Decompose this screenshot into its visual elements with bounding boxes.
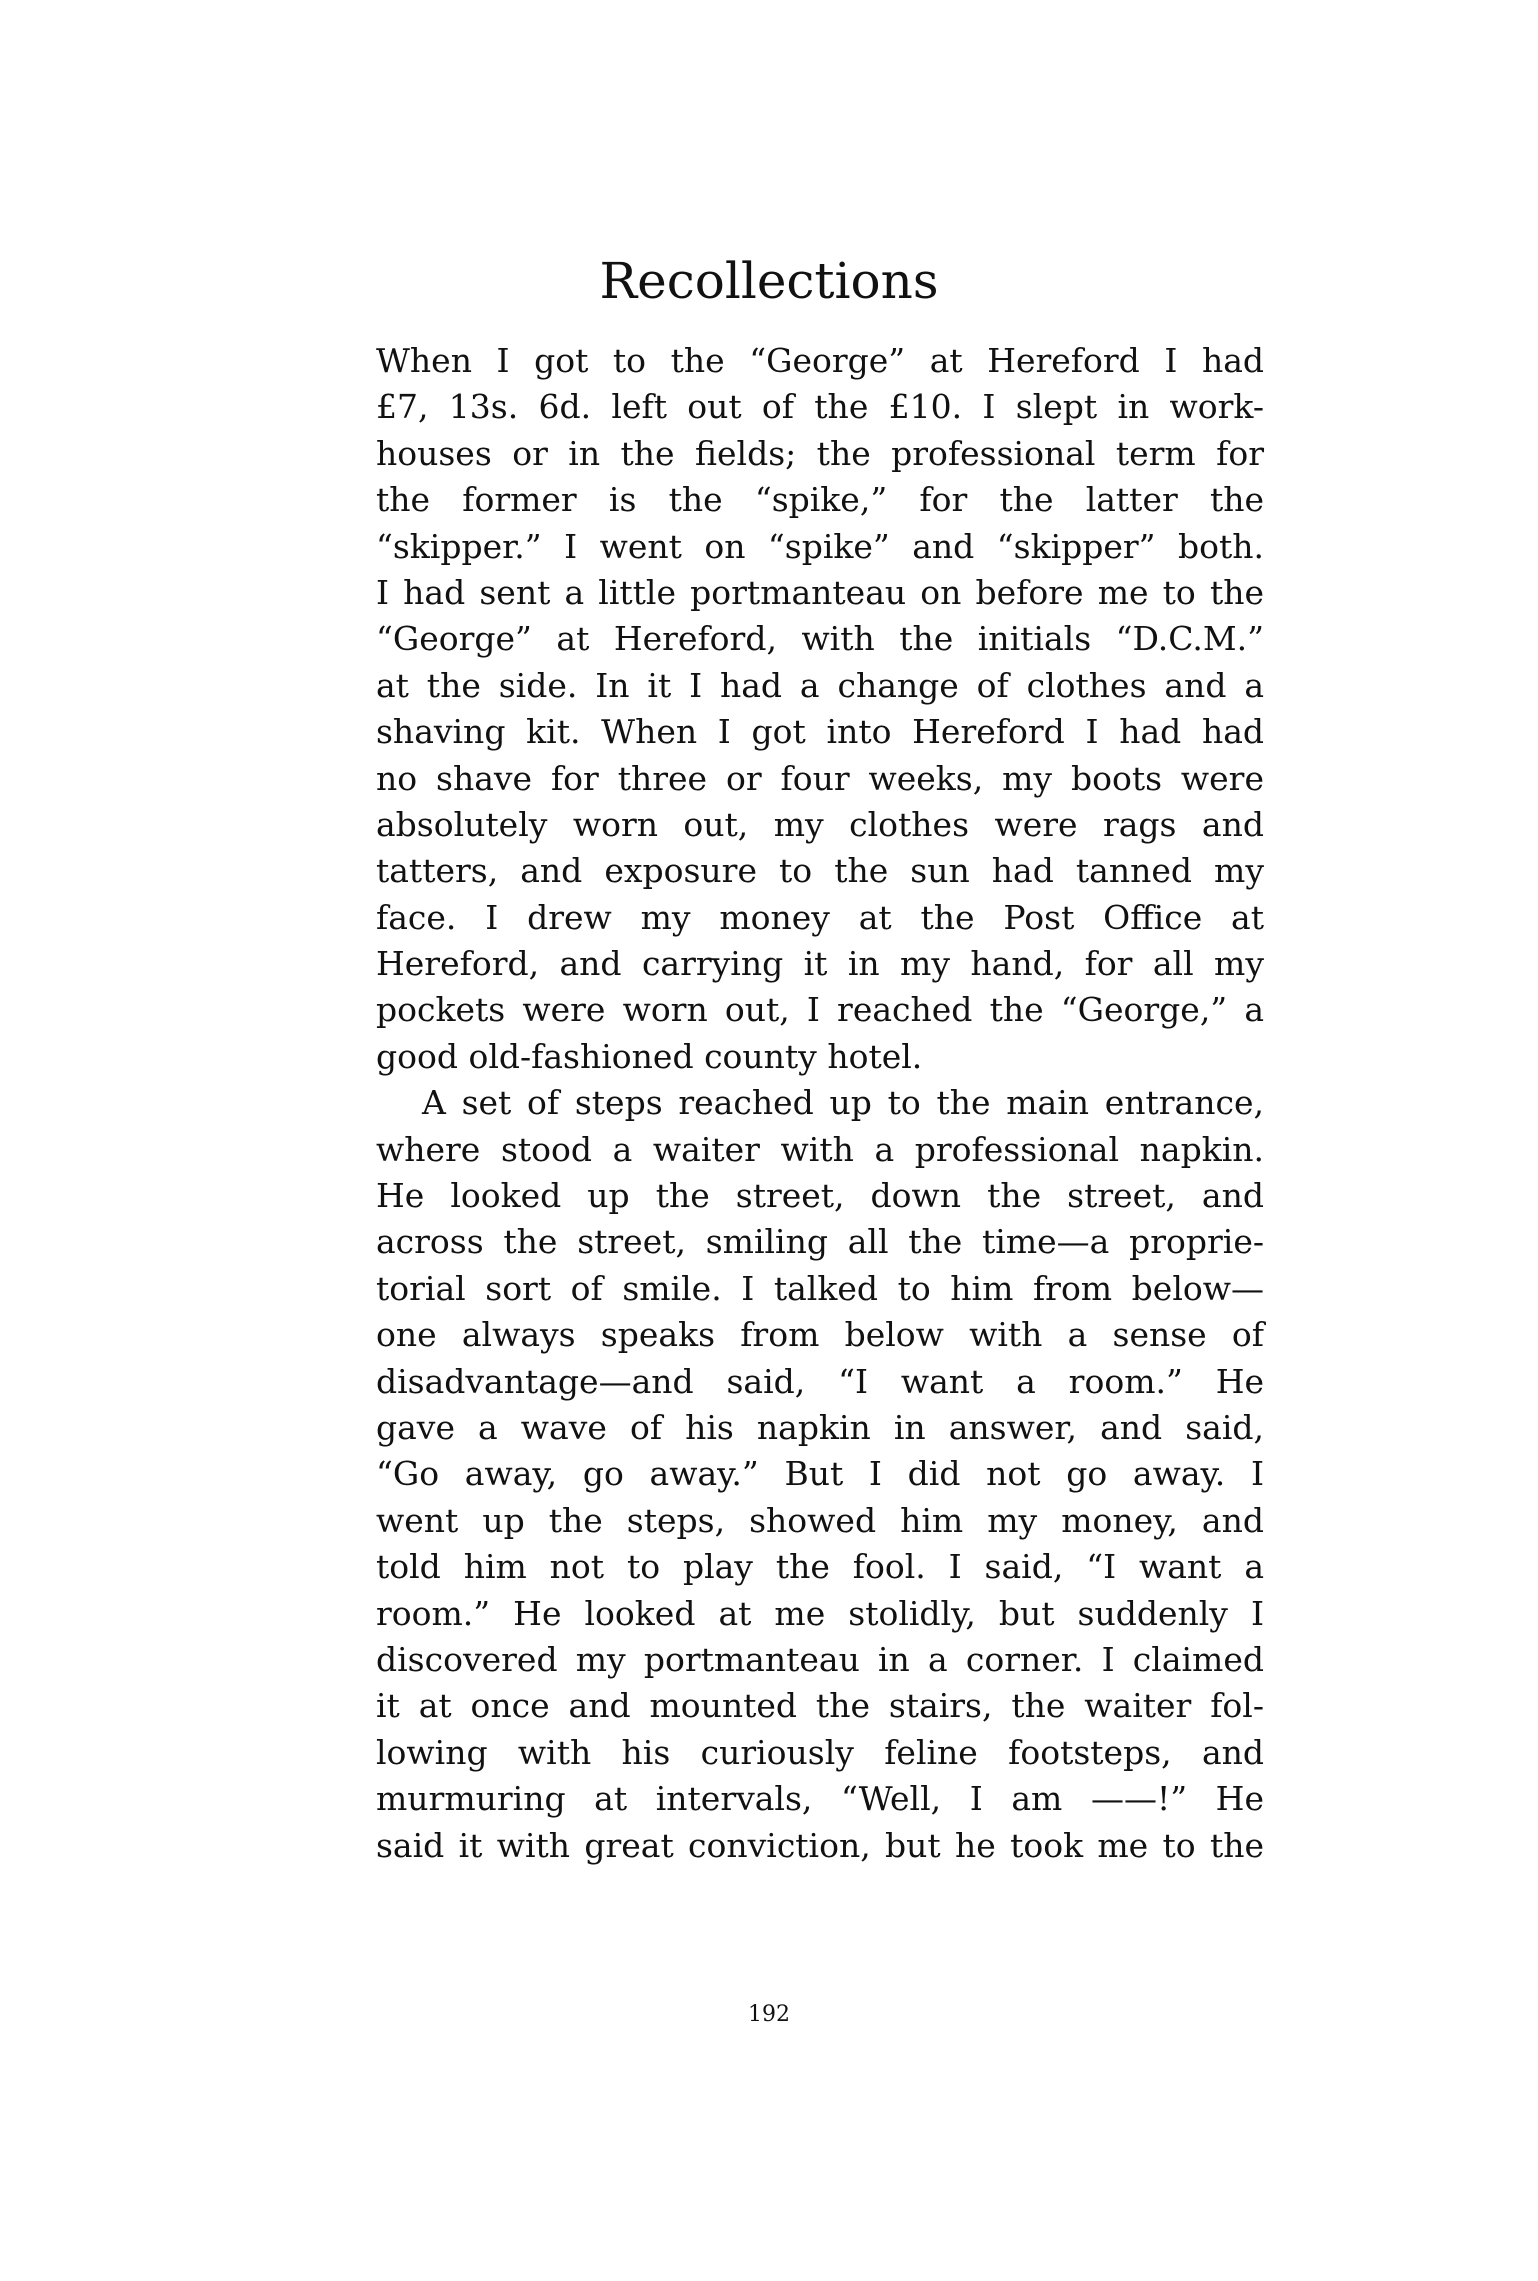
- text-line: £7, 13s. 6d. left out of the £10. I slept in work-: [376, 387, 1264, 427]
- running-head: Recollections: [599, 252, 939, 310]
- text-line: at the side. In it I had a change of clothes and a: [376, 665, 1264, 705]
- text-line: tatters, and exposure to the sun had tanned my: [376, 851, 1264, 891]
- text-line: “skipper.” I went on “spike” and “skipper” both.: [376, 526, 1264, 566]
- text-line: where stood a waiter with a professional napkin.: [376, 1129, 1264, 1169]
- text-line: discovered my portmanteau in a corner. I claimed: [376, 1639, 1264, 1679]
- text-line: absolutely worn out, my clothes were rags and: [376, 804, 1264, 844]
- text-line: I had sent a little portmanteau on before me to the: [376, 572, 1264, 612]
- text-line: face. I drew my money at the Post Office at: [376, 897, 1264, 937]
- text-line: disadvantage—and said, “I want a room.” He: [376, 1361, 1264, 1401]
- text-line: room.” He looked at me stolidly, but suddenly I: [376, 1593, 1264, 1633]
- text-line: “Go away, go away.” But I did not go away. I: [376, 1454, 1264, 1494]
- text-line: gave a wave of his napkin in answer, and said,: [376, 1407, 1264, 1447]
- text-line: good old-fashioned county hotel.: [376, 1036, 923, 1076]
- text-line: torial sort of smile. I talked to him from below—: [376, 1268, 1264, 1308]
- text-line: Hereford, and carrying it in my hand, for all my: [376, 944, 1264, 984]
- text-line: shaving kit. When I got into Hereford I had had: [376, 712, 1264, 752]
- text-line: When I got to the “George” at Hereford I had: [376, 341, 1264, 380]
- text-line: across the street, smiling all the time—a proprie-: [376, 1222, 1264, 1262]
- text-line: one always speaks from below with a sense of: [376, 1315, 1264, 1355]
- text-line: murmuring at intervals, “Well, I am ——!” He: [376, 1779, 1264, 1819]
- text-line: A set of steps reached up to the main entrance,: [422, 1083, 1264, 1123]
- text-line: told him not to play the fool. I said, “I want a: [376, 1547, 1264, 1587]
- text-line: no shave for three or four weeks, my boots were: [376, 758, 1264, 798]
- body-text: [376, 338, 1264, 1869]
- text-line: “George” at Hereford, with the initials “D.C.M.”: [376, 619, 1264, 659]
- text-line: the former is the “spike,” for the latter the: [376, 480, 1264, 520]
- text-line: said it with great conviction, but he took me to the: [376, 1825, 1264, 1865]
- text-line: houses or in the fields; the professional term for: [376, 433, 1264, 473]
- page-number: 192: [748, 2002, 790, 2027]
- text-line: it at once and mounted the stairs, the waiter fol-: [376, 1686, 1264, 1726]
- text-line: He looked up the street, down the street, and: [376, 1176, 1264, 1216]
- paragraph-2: [376, 1080, 1264, 1869]
- text-line: pockets were worn out, I reached the “George,” a: [376, 990, 1264, 1030]
- text-line: went up the steps, showed him my money, and: [376, 1500, 1264, 1540]
- text-line: lowing with his curiously feline footsteps, and: [376, 1732, 1264, 1772]
- paragraph-1: [376, 338, 1264, 1080]
